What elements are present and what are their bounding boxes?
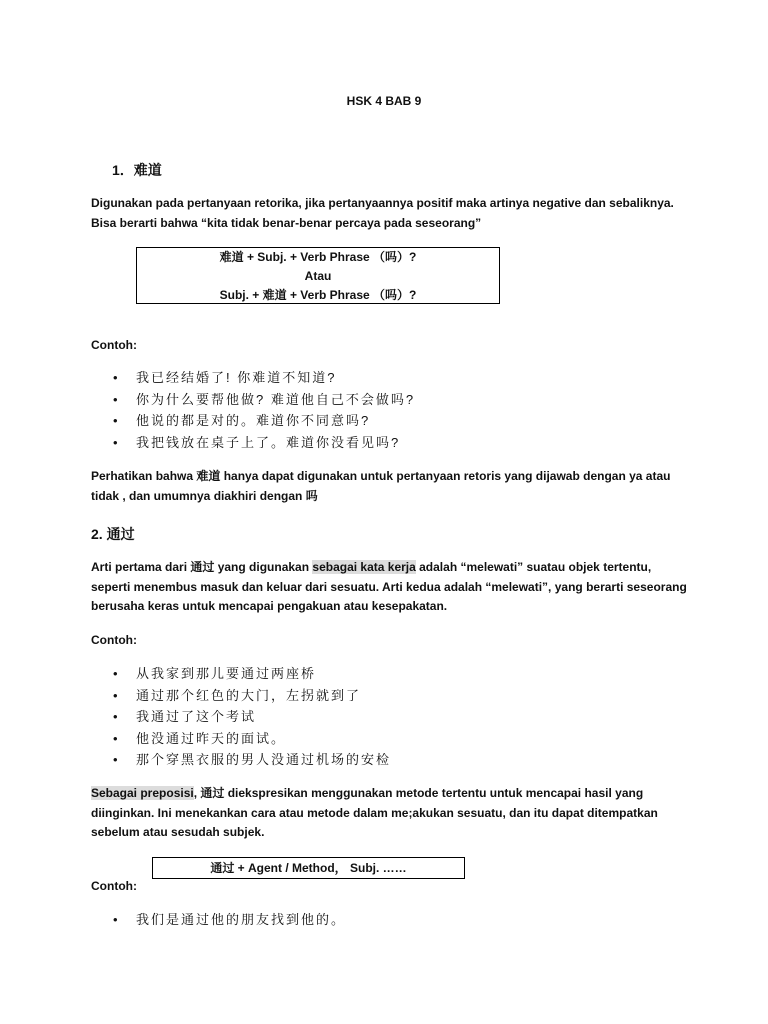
section-2-paragraph-1-line-2: seperti menembus masuk dan keluar dari sesuatu. Arti kedua adalah “melewati”, yang berarti seseorang [91,579,687,594]
section-2-paragraph-1-line-3: berusaha keras untuk mencapai pengakuan atau kesepakatan. [91,599,448,613]
list-item: • 我们是通过他的朋友找到他的。 [113,909,346,931]
formula-text: 通过 + Agent / Method， Subj. …… [210,861,407,875]
section-2-example-list-2 [113,909,346,931]
highlighted-term: sebagai kata kerja [312,560,416,574]
section-1-note-line-2: tidak , dan umumnya diakhiri dengan 吗 [91,488,318,503]
section-2-paragraph-2 [91,784,691,843]
list-item: • 他没通过昨天的面试。 [113,728,391,750]
section-2-paragraph-1 [91,558,691,617]
section-1-heading: 1．难道 [112,162,162,178]
section-2-heading: 2. 通过 [91,526,135,542]
formula-line-2: Atau [304,269,332,283]
list-item: • 通过那个红色的大门，左拐就到了 [113,685,391,707]
list-item: • 从我家到那儿要通过两座桥 [113,663,391,685]
paragraph-text: , 通过 diekspresikan menggunakan metode tertentu untuk mencapai hasil yang [193,786,644,800]
section-2-paragraph-2-line-2: diinginkan. Ini menekankan cara atau metode dalam me;akukan sesuatu, dan itu dapat ditempatkan [91,805,658,820]
section-1-description [91,194,691,233]
highlighted-term: Sebagai preposisi [91,786,194,800]
section-2-paragraph-2-line-1 [91,784,691,804]
paragraph-text: Arti pertama dari 通过 yang digunakan [91,560,313,574]
section-2-example-list-1 [113,663,391,771]
section-1-description-line-2: Bisa berarti bahwa “kita tidak benar-benar percaya pada seseorang” [91,215,482,230]
paragraph-text: adalah “melewati” suatau objek tertentu, [415,560,652,574]
section-1-example-list [113,367,415,453]
section-1-description-line-1: Digunakan pada pertanyaan retorika, jika pertanyaannya positif maka artinya negative dan sebaliknya. [91,196,674,210]
section-2-contoh-label-1: Contoh: [91,633,137,647]
formula-line-1: 难道 + Subj. + Verb Phrase （吗）? [219,250,417,264]
section-2-paragraph-2-line-3: sebelum atau sesudah subjek. [91,825,265,839]
section-1-contoh-label: Contoh: [91,338,137,352]
section-2-formula-box [152,857,465,879]
section-1-note-line-1: Perhatikan bahwa 难道 hanya dapat digunakan untuk pertanyaan retoris yang dijawab dengan ya atau [91,469,671,483]
list-item: • 你为什么要帮他做? 难道他自己不会做吗? [113,389,415,411]
section-1-formula-box [136,247,500,304]
document-title: HSK 4 BAB 9 [346,94,422,108]
section-1-note [91,467,691,506]
section-2-contoh-label-2: Contoh: [91,879,137,893]
list-item: • 我把钱放在桌子上了。难道你没看见吗? [113,432,415,454]
formula-line-3: Subj. + 难道 + Verb Phrase （吗）? [219,288,417,302]
list-item: • 我已经结婚了! 你难道不知道? [113,367,415,389]
section-2-paragraph-1-line-1 [91,558,691,578]
list-item: • 我通过了这个考试 [113,706,391,728]
list-item: • 他说的都是对的。难道你不同意吗? [113,410,415,432]
list-item: • 那个穿黑衣服的男人没通过机场的安检 [113,749,391,771]
